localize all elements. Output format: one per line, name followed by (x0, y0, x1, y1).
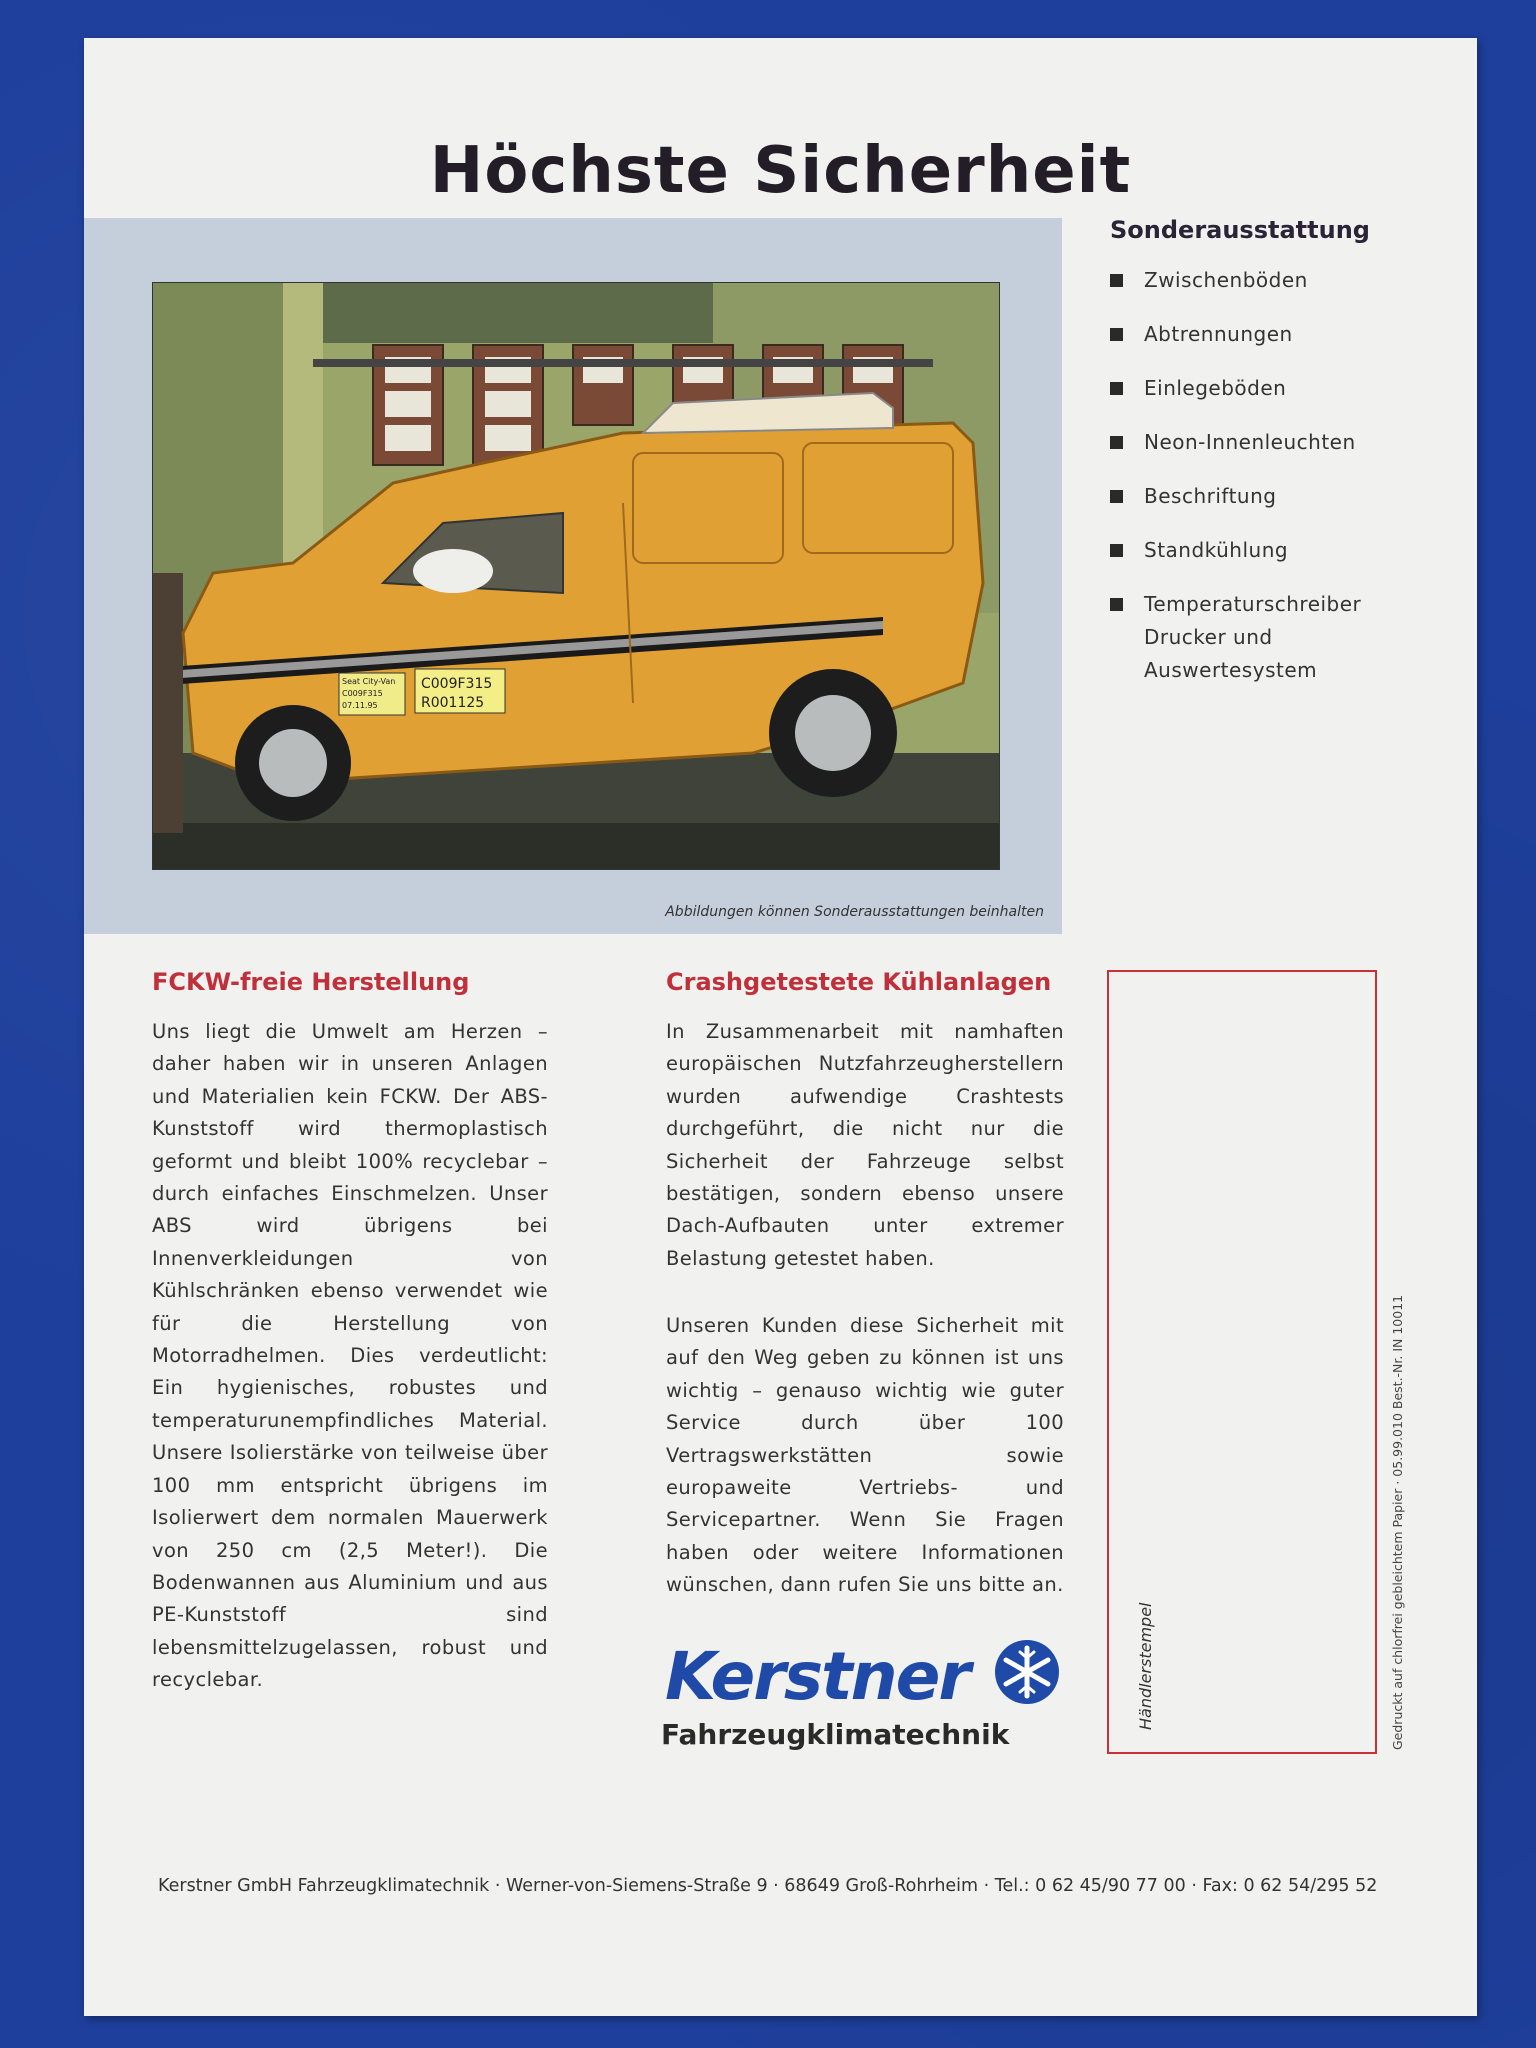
square-bullet-icon (1110, 544, 1123, 557)
logo-wordmark: Kerstner (665, 1638, 969, 1715)
photo-caption: Abbildungen können Sonderausstattungen beinhalten (665, 904, 1044, 920)
print-note: Gedruckt auf chlorfrei gebleichtem Papier · 05.99.010 Best.-Nr. IN 10011 (1390, 1294, 1405, 1750)
photo-small-tag-line3: 07.11.95 (342, 701, 378, 710)
square-bullet-icon (1110, 598, 1123, 611)
brochure-page (84, 38, 1477, 2016)
options-list-item: Standkühlung (1110, 534, 1410, 567)
square-bullet-icon (1110, 490, 1123, 503)
page-title: Höchste Sicherheit (429, 134, 1132, 208)
left-column-text: Uns liegt die Umwelt am Herzen – daher haben wir in unseren Anlagen und Materialien kein FCKW. Der ABS-Kunststoff wird thermoplastisch geformt und bleibt 100% recyclebar – durch einfaches Einschmelzen. Unser ABS wird übrigens bei Innenverkleidungen von Kühlschränken ebenso verwendet wie für die Herstellung von Motorradhelmen. Dies verdeutlicht: Ein hygienisches, robustes und temperaturunempfindliches Material. Unsere Isolierstärke von teilweise über 100 mm entspricht übrigens im Isolierwert dem normalen Mauerwerk von 250 cm (2,5 Meter!). Die Bodenwannen aus Aluminium und aus PE-Kunststoff sind lebensmittelzugelassen, robust und recyclebar. (152, 1020, 548, 1692)
photo-small-tag-line1: Seat City-Van (342, 677, 396, 686)
options-title: Sonderausstattung (1110, 216, 1370, 244)
middle-column-paragraph-2: Unseren Kunden diese Sicherheit mit auf den Weg geben zu können ist uns wichtig – genauso wichtig wie guter Service durch über 100 Vertragswerkstätten sowie europaweite Vertriebs- und Servicepartner. Wenn Sie Fragen haben oder weitere Informationen wünschen, dann rufen Sie uns bitte an. (666, 1314, 1064, 1597)
dealer-stamp-label: Händlerstempel (1136, 1602, 1155, 1730)
square-bullet-icon (1110, 382, 1123, 395)
middle-column-paragraph-1: In Zusammenarbeit mit namhaften europäischen Nutzfahrzeugherstellern wurden aufwendige Crashtests durchgeführt, die nicht nur die Sicherheit der Fahrzeuge selbst bestätigen, sondern ebenso unsere Dach-Aufbauten unter extremer Belastung getestet haben. (666, 1020, 1064, 1270)
options-list-item: Neon-Innenleuchten (1110, 426, 1410, 459)
options-list-item: Beschriftung (1110, 480, 1410, 513)
dealer-stamp-box (1107, 970, 1377, 1754)
photo-tag-line1: C009F315 (421, 676, 493, 692)
left-column-heading: FCKW-freie Herstellung (152, 968, 470, 996)
snowflake-icon (993, 1638, 1061, 1706)
crash-test-illustration (153, 283, 999, 869)
square-bullet-icon (1110, 274, 1123, 287)
square-bullet-icon (1110, 328, 1123, 341)
options-list-item: Temperaturschreiber Drucker und Auswertesystem (1110, 588, 1410, 687)
options-list-item: Zwischenböden (1110, 264, 1410, 297)
logo-subtitle: Fahrzeugklimatechnik (661, 1718, 1010, 1751)
crash-test-photo (152, 282, 1000, 870)
options-list (1110, 264, 1410, 708)
options-list-item: Einlegeböden (1110, 372, 1410, 405)
photo-small-tag-line2: C009F315 (342, 689, 383, 698)
middle-column-heading: Crashgetestete Kühlanlagen (666, 968, 1052, 996)
options-list-item: Abtrennungen (1110, 318, 1410, 351)
photo-panel (84, 218, 1062, 934)
photo-tag-line2: R001125 (421, 695, 485, 711)
kerstner-logo (661, 1638, 1081, 1758)
square-bullet-icon (1110, 436, 1123, 449)
footer-address: Kerstner GmbH Fahrzeugklimatechnik · Werner-von-Siemens-Straße 9 · 68649 Groß-Rohrheim · Tel.: 0 62 45/90 77 00 · Fax: 0 62 54/295 52 (158, 1876, 1378, 1896)
